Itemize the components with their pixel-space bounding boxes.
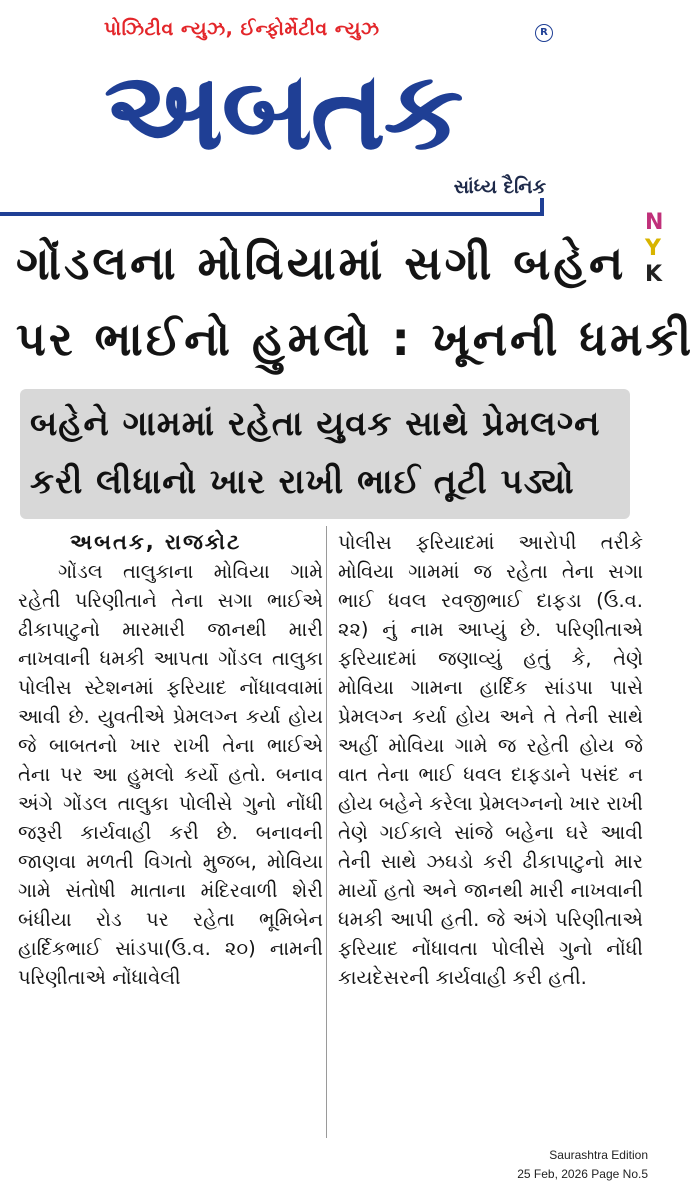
masthead-rule [0,212,540,216]
headline-line: પર ભાઈનો હુમલો : ખૂનની ધમકી [16,312,694,366]
edge-letter: K [645,262,663,287]
article-text-right: પોલીસ ફરિયાદમાં આરોપી તરીકે મોવિયા ગામમાં જ રહેતા તેના સગા ભાઈ ધવલ રવજીભાઈ દાફડા (ઉ.વ. ૨૨) નું નામ આપ્યું છે. પરિણીતાએ ફરિયાદમાં જણાવ્યું હતું કે, તેણે મોવિયા ગામના હાર્દિક સાંડપા પાસે પ્રેમલગ્ન કર્યા હોય અને તે તેની સાથે અહીં મોવિયા ગામે જ રહેતી હોય જે વાત તેના ભાઈ ધવલ દાફડાને પસંદ ન હોય બહેને કરેલા પ્રેમલગ્નનો ખાર રાખી તેણે ગઈકાલે સાંજે બહેના ઘરે આવી તેની સાથે ઝઘડો કરી ઢીકાપાટુનો માર માર્યો હતો અને જાનથી મારી નાખવાની ધમકી આપી હતી. જે અંગે પરિણીતાએ ફરિયાદ નોંધાવતા પોલીસે ગુનો નોંધી કાયદેસરની કાર્યવાહી કરી હતી. [338,531,643,989]
edition-name: Saurashtra Edition [549,1148,648,1162]
column-divider [326,526,327,1138]
subhead-line: બહેને ગામમાં રહેતા યુવક સાથે પ્રેમલગ્ન [30,404,601,444]
masthead [0,0,657,215]
edge-letter: Y [645,236,661,261]
article-text-left: ગોંડલ તાલુકાના મોવિયા ગામે રહેતી પરિણીતાને તેના સગા ભાઈએ ઢીકાપાટુનો મારમારી જાનથી મારી નાખવાની ધમકી આપતા ગોંડલ તાલુકા પોલીસ સ્ટેશનમાં ફરિયાદ નોંધાવવામાં આવી છે. યુવતીએ પ્રેમલગ્ન કર્યા હોય જે બાબતનો ખાર રાખી તેના ભાઈએ તેના પર આ હુમલો કર્યો હતો. બનાવ અંગે ગોંડલ તાલુકા પોલીસે ગુનો નોંધી જરૂરી કાર્યવાહી કરી છે. બનાવની જાણવા મળતી વિગતો મુજબ, મોવિયા ગામે સંતોષી માતાના મંદિરવાળી શેરી બંધીયા રોડ પર રહેતા ભૂમિબેન હાર્દિકભાઈ સાંડપા(ઉ.વ. ૨૦) નામની પરિણીતાએ નોંધાવેલી [18,560,323,989]
edge-letter: N [645,210,664,235]
newspaper-logo: અબતક [104,49,462,174]
masthead-tagline: પોઝિટીવ ન્યુઝ, ઈન્ફોર્મેટીવ ન્યુઝ [104,18,380,40]
edition-info [480,1146,648,1186]
edition-date-page: 25 Feb, 2026 Page No.5 [517,1167,648,1181]
registered-trademark-icon: R [535,24,553,42]
article-subhead [30,395,624,515]
masthead-rule-corner [540,198,544,216]
article-column-right [338,528,643,1138]
article-headline [16,228,694,383]
edition-type-label: સાંધ્ય દૈનિક [453,176,546,198]
adjacent-article-fragment [645,210,664,290]
headline-line: ગોંડલના મોવિયામાં સગી બહેન [16,236,627,290]
subhead-line: કરી લીધાનો ખાર રાખી ભાઈ તૂટી પડ્યો [30,462,575,502]
byline: અબતક, રાજકોટ [70,530,242,554]
article-column-left [18,528,323,1138]
